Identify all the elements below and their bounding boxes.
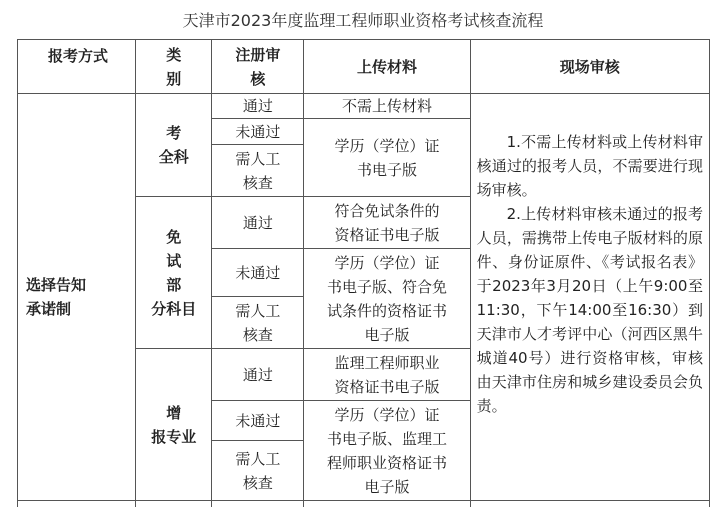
material-cell: 符合免试条件的 资格证书电子版 [304, 197, 470, 249]
material-cell: 学历（学位）证 书电子版 [304, 119, 470, 197]
category-cell: 免 试 部 分科目 [136, 197, 212, 349]
review-result: 未通过 [212, 119, 304, 145]
empty-cell [470, 501, 709, 508]
header-materials: 上传材料 [304, 40, 470, 94]
onsite-paragraph-2: 2.上传材料审核未通过的报考人员，需携带上传电子版材料的原件、身份证原件、《考试报名表》于2023年3月20日（上午9:00至11:30，下午14:00至16:30）到天津市人才考评中心（河西区黑牛城道40号）进行资格审核，审核由天津市住房和城乡建设委员会负责。 [476, 205, 703, 415]
header-category: 类 别 [136, 40, 212, 94]
table-row-partial [18, 501, 710, 508]
review-result: 通过 [212, 197, 304, 249]
review-result: 通过 [212, 349, 304, 401]
header-review: 注册审 核 [212, 40, 304, 94]
page-title: 天津市2023年度监理工程师职业资格考试核查流程 [182, 11, 544, 30]
material-cell: 不需上传材料 [304, 94, 470, 119]
mode-cell: 选择告知 承诺制 [18, 94, 136, 501]
header-row [18, 40, 710, 94]
onsite-paragraph-1: 1.不需上传材料或上传材料审核通过的报考人员，不需要进行现场审核。 [476, 133, 703, 199]
review-result: 需人工 核查 [212, 441, 304, 501]
empty-cell [18, 501, 136, 508]
review-result: 需人工 核查 [212, 145, 304, 197]
empty-cell [304, 501, 470, 508]
header-mode: 报考方式 [18, 40, 136, 94]
onsite-cell [470, 94, 709, 501]
review-result: 需人工 核查 [212, 297, 304, 349]
header-onsite: 现场审核 [470, 40, 709, 94]
review-result: 未通过 [212, 249, 304, 297]
category-cell: 增 报专业 [136, 349, 212, 501]
review-result: 通过 [212, 94, 304, 119]
empty-cell [212, 501, 304, 508]
material-cell: 监理工程师职业 资格证书电子版 [304, 349, 470, 401]
material-cell: 学历（学位）证 书电子版、监理工 程师职业资格证书 电子版 [304, 401, 470, 501]
empty-cell [136, 501, 212, 508]
category-cell: 考 全科 [136, 94, 212, 197]
review-result: 未通过 [212, 401, 304, 441]
table-row [18, 94, 710, 119]
verification-table [17, 39, 710, 507]
material-cell: 学历（学位）证 书电子版、符合免 试条件的资格证书 电子版 [304, 249, 470, 349]
